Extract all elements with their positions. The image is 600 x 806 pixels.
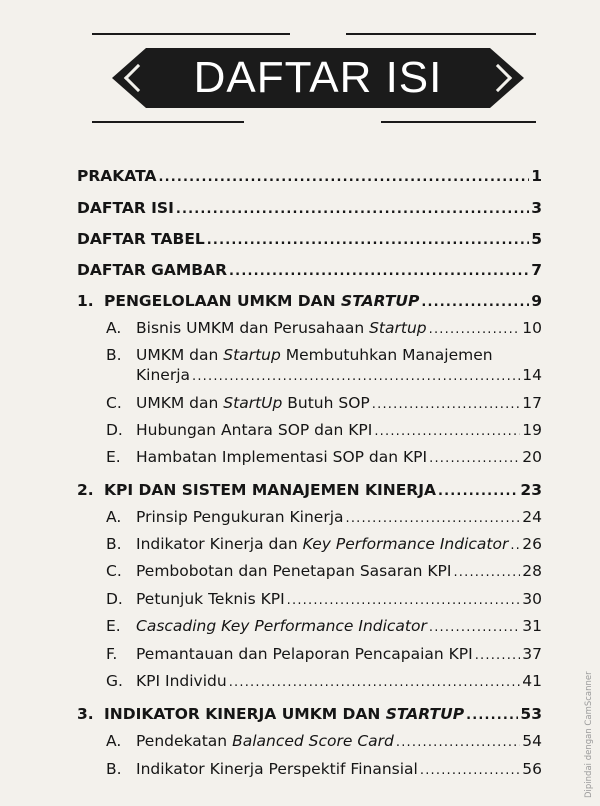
toc-entry-daftar-gambar[interactable] bbox=[77, 261, 542, 281]
toc-page-number: 9 bbox=[531, 292, 542, 310]
section-letter: D. bbox=[106, 421, 123, 439]
toc-page-number: 28 bbox=[522, 562, 542, 580]
toc-page-number: 3 bbox=[531, 199, 542, 217]
toc-entry-label: UMKM dan StartUp Butuh SOP bbox=[136, 394, 370, 412]
toc-page-number: 17 bbox=[522, 394, 542, 412]
toc-entry-label: DAFTAR ISI bbox=[77, 199, 174, 217]
section-letter: B. bbox=[106, 535, 122, 553]
section-letter: E. bbox=[106, 448, 121, 466]
toc-section-2d[interactable] bbox=[136, 590, 542, 610]
toc-section-1a[interactable] bbox=[136, 319, 542, 339]
dot-leader bbox=[453, 563, 520, 582]
chapter-number: 2. bbox=[77, 481, 94, 499]
toc-section-2g[interactable] bbox=[136, 672, 542, 692]
dot-leader bbox=[229, 262, 529, 281]
section-letter: F. bbox=[106, 645, 118, 663]
toc-entry-label: PENGELOLAAN UMKM DAN STARTUP bbox=[104, 292, 420, 310]
toc-entry-label: DAFTAR TABEL bbox=[77, 230, 205, 248]
toc-section-3a[interactable] bbox=[136, 732, 542, 752]
toc-chapter-1[interactable] bbox=[104, 292, 542, 312]
dot-leader bbox=[229, 673, 521, 692]
dot-leader bbox=[429, 449, 520, 468]
dot-leader bbox=[346, 509, 521, 528]
toc-page-number: 19 bbox=[522, 421, 542, 439]
toc-entry-label: Petunjuk Teknis KPI bbox=[136, 590, 285, 608]
toc-entry-label: Prinsip Pengukuran Kinerja bbox=[136, 508, 344, 526]
toc-section-1b-line2[interactable] bbox=[136, 366, 542, 386]
toc-page-number: 7 bbox=[531, 261, 542, 279]
toc-chapter-2[interactable] bbox=[104, 481, 542, 501]
toc-section-1b-line1[interactable]: UMKM dan Startup Membutuhkan Manajemen bbox=[136, 346, 493, 364]
dot-leader bbox=[429, 618, 520, 637]
toc-page-number: 14 bbox=[522, 366, 542, 384]
toc-page-number: 20 bbox=[522, 448, 542, 466]
section-letter: B. bbox=[106, 760, 122, 778]
section-letter: A. bbox=[106, 319, 122, 337]
toc-section-2a[interactable] bbox=[136, 508, 542, 528]
dot-leader bbox=[176, 200, 529, 219]
section-letter: A. bbox=[106, 732, 122, 750]
toc-chapter-3[interactable] bbox=[104, 705, 542, 725]
toc-entry-label: Bisnis UMKM dan Perusahaan Startup bbox=[136, 319, 427, 337]
toc-entry-label: Indikator Kinerja Perspektif Finansial bbox=[136, 760, 418, 778]
toc-entry-daftar-tabel[interactable] bbox=[77, 230, 542, 250]
chapter-number: 3. bbox=[77, 705, 94, 723]
section-letter: G. bbox=[106, 672, 123, 690]
toc-entry-label: Indikator Kinerja dan Key Performance Indicator bbox=[136, 535, 509, 553]
dot-leader bbox=[475, 646, 521, 665]
dot-leader bbox=[372, 395, 520, 414]
toc-section-2e[interactable] bbox=[136, 617, 542, 637]
dot-leader bbox=[396, 733, 520, 752]
toc-entry-daftar-isi[interactable] bbox=[77, 199, 542, 219]
toc-entry-label: Pembobotan dan Penetapan Sasaran KPI bbox=[136, 562, 452, 580]
toc-entry-label: KPI DAN SISTEM MANAJEMEN KINERJA bbox=[104, 481, 437, 499]
toc-entry-label: Kinerja bbox=[136, 366, 191, 384]
camscanner-watermark: Dipindai dengan CamScanner bbox=[584, 671, 594, 798]
toc-section-3b[interactable] bbox=[136, 760, 542, 780]
section-letter: D. bbox=[106, 590, 123, 608]
dot-leader bbox=[421, 293, 529, 312]
dot-leader bbox=[374, 422, 520, 441]
chapter-number: 1. bbox=[77, 292, 94, 310]
toc-page-number: 1 bbox=[531, 167, 542, 185]
toc-section-2f[interactable] bbox=[136, 645, 542, 665]
section-letter: C. bbox=[106, 394, 122, 412]
dot-leader bbox=[158, 168, 529, 187]
toc-entry-label: KPI Individu bbox=[136, 672, 227, 690]
page-title: DAFTAR ISI bbox=[193, 53, 443, 102]
toc-entry-label: Hambatan Implementasi SOP dan KPI bbox=[136, 448, 428, 466]
toc-page-number: 37 bbox=[522, 645, 542, 663]
section-letter: C. bbox=[106, 562, 122, 580]
dot-leader bbox=[466, 706, 518, 725]
toc-page-number: 41 bbox=[522, 672, 542, 690]
dot-leader bbox=[287, 591, 521, 610]
toc-entry-label: Pemantauan dan Pelaporan Pencapaian KPI bbox=[136, 645, 473, 663]
toc-section-1d[interactable] bbox=[136, 421, 542, 441]
toc-section-2c[interactable] bbox=[136, 562, 542, 582]
toc-page-number: 53 bbox=[520, 705, 542, 723]
toc-page-number: 26 bbox=[522, 535, 542, 553]
section-letter: A. bbox=[106, 508, 122, 526]
toc-section-1e[interactable] bbox=[136, 448, 542, 468]
dot-leader bbox=[510, 536, 520, 555]
toc-section-1c[interactable] bbox=[136, 394, 542, 414]
toc-page-number: 10 bbox=[522, 319, 542, 337]
dot-leader bbox=[420, 761, 520, 780]
dot-leader bbox=[207, 231, 529, 250]
toc-page-number: 24 bbox=[522, 508, 542, 526]
dot-leader bbox=[192, 367, 520, 386]
toc-page-number: 5 bbox=[531, 230, 542, 248]
toc-page-number: 56 bbox=[522, 760, 542, 778]
dot-leader bbox=[429, 320, 521, 339]
toc-entry-label: DAFTAR GAMBAR bbox=[77, 261, 228, 279]
toc-entry-label: Pendekatan Balanced Score Card bbox=[136, 732, 394, 750]
toc-entry-prakata[interactable] bbox=[77, 167, 542, 187]
dot-leader bbox=[438, 482, 518, 501]
toc-page-number: 54 bbox=[522, 732, 542, 750]
toc-page-number: 31 bbox=[522, 617, 542, 635]
section-letter: B. bbox=[106, 346, 122, 364]
toc-page-number: 30 bbox=[522, 590, 542, 608]
toc-section-2b[interactable] bbox=[136, 535, 542, 555]
toc-entry-label: Cascading Key Performance Indicator bbox=[136, 617, 427, 635]
section-letter: E. bbox=[106, 617, 121, 635]
toc-entry-label: Hubungan Antara SOP dan KPI bbox=[136, 421, 373, 439]
toc-entry-label: INDIKATOR KINERJA UMKM DAN STARTUP bbox=[104, 705, 465, 723]
toc-page-number: 23 bbox=[520, 481, 542, 499]
toc-entry-label: PRAKATA bbox=[77, 167, 157, 185]
